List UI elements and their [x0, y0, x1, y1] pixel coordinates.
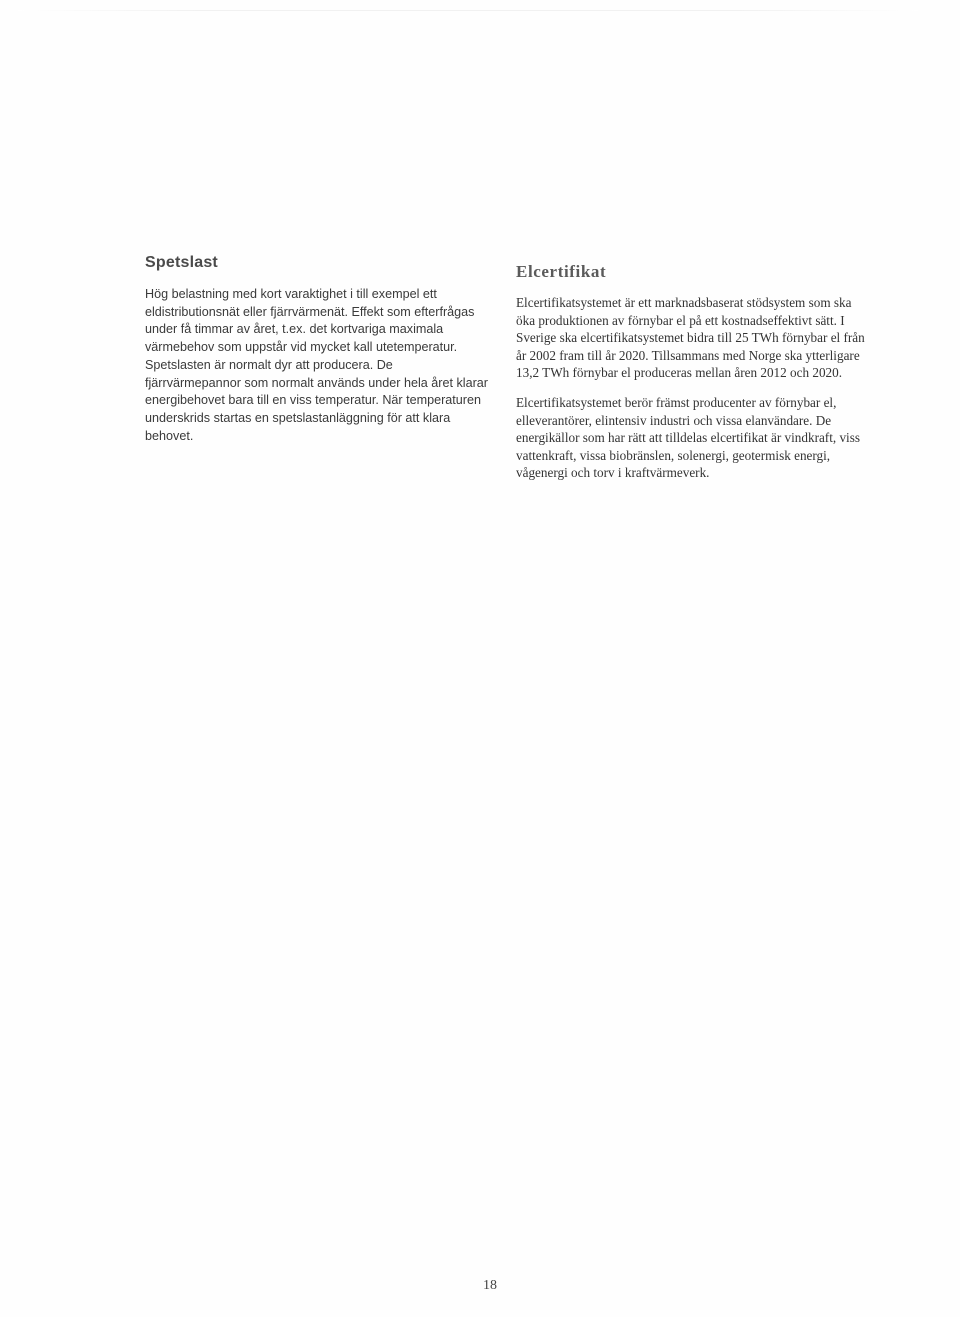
spetslast-section — [145, 254, 490, 445]
spetslast-definition: Hög belastning med kort varaktighet i till exempel ett eldistributionsnät eller fjärrvärmenät. Effekt som efterfrågas under få timmar av året, t.ex. det kortvariga maximala värmebehov som uppstår vid mycket kall utetemperatur. Spetslasten är normalt dyr att producera. De fjärrvärmepannor som normalt används under hela året klarar energibehovet bara till en viss temperatur. När temperaturen underskrids startas en spetslastanläggning för att klara behovet. — [145, 287, 488, 443]
elcertifikat-section — [516, 262, 866, 482]
section-heading-spetslast: Spetslast — [145, 254, 218, 271]
scan-edge-line — [18, 10, 918, 11]
elcertifikat-paragraph-1: Elcertifikatsystemet är ett marknadsbaserat stödsystem som ska öka produktionen av förnybar el på ett kostnadseffektivt sätt. I Sverige ska elcertifikatsystemet bidra till 25 TWh förnybar el från år 2002 fram till år 2020. Tillsammans med Norge ska ytterligare 13,2 TWh förnybar el produceras mellan åren 2012 och 2020. — [516, 295, 865, 381]
elcertifikat-paragraph-2: Elcertifikatsystemet berör främst producenter av förnybar el, elleverantörer, elintensiv industri och vissa elanvändare. De energikällor som har rätt att tilldelas elcertifikat är vindkraft, viss vattenkraft, vissa biobränslen, solenergi, geotermisk energi, vågenergi och torv i kraftvärmeverk. — [516, 394, 860, 481]
page-number: 18 — [483, 1278, 497, 1293]
section-heading-elcertifikat: Elcertifikat — [516, 262, 607, 281]
